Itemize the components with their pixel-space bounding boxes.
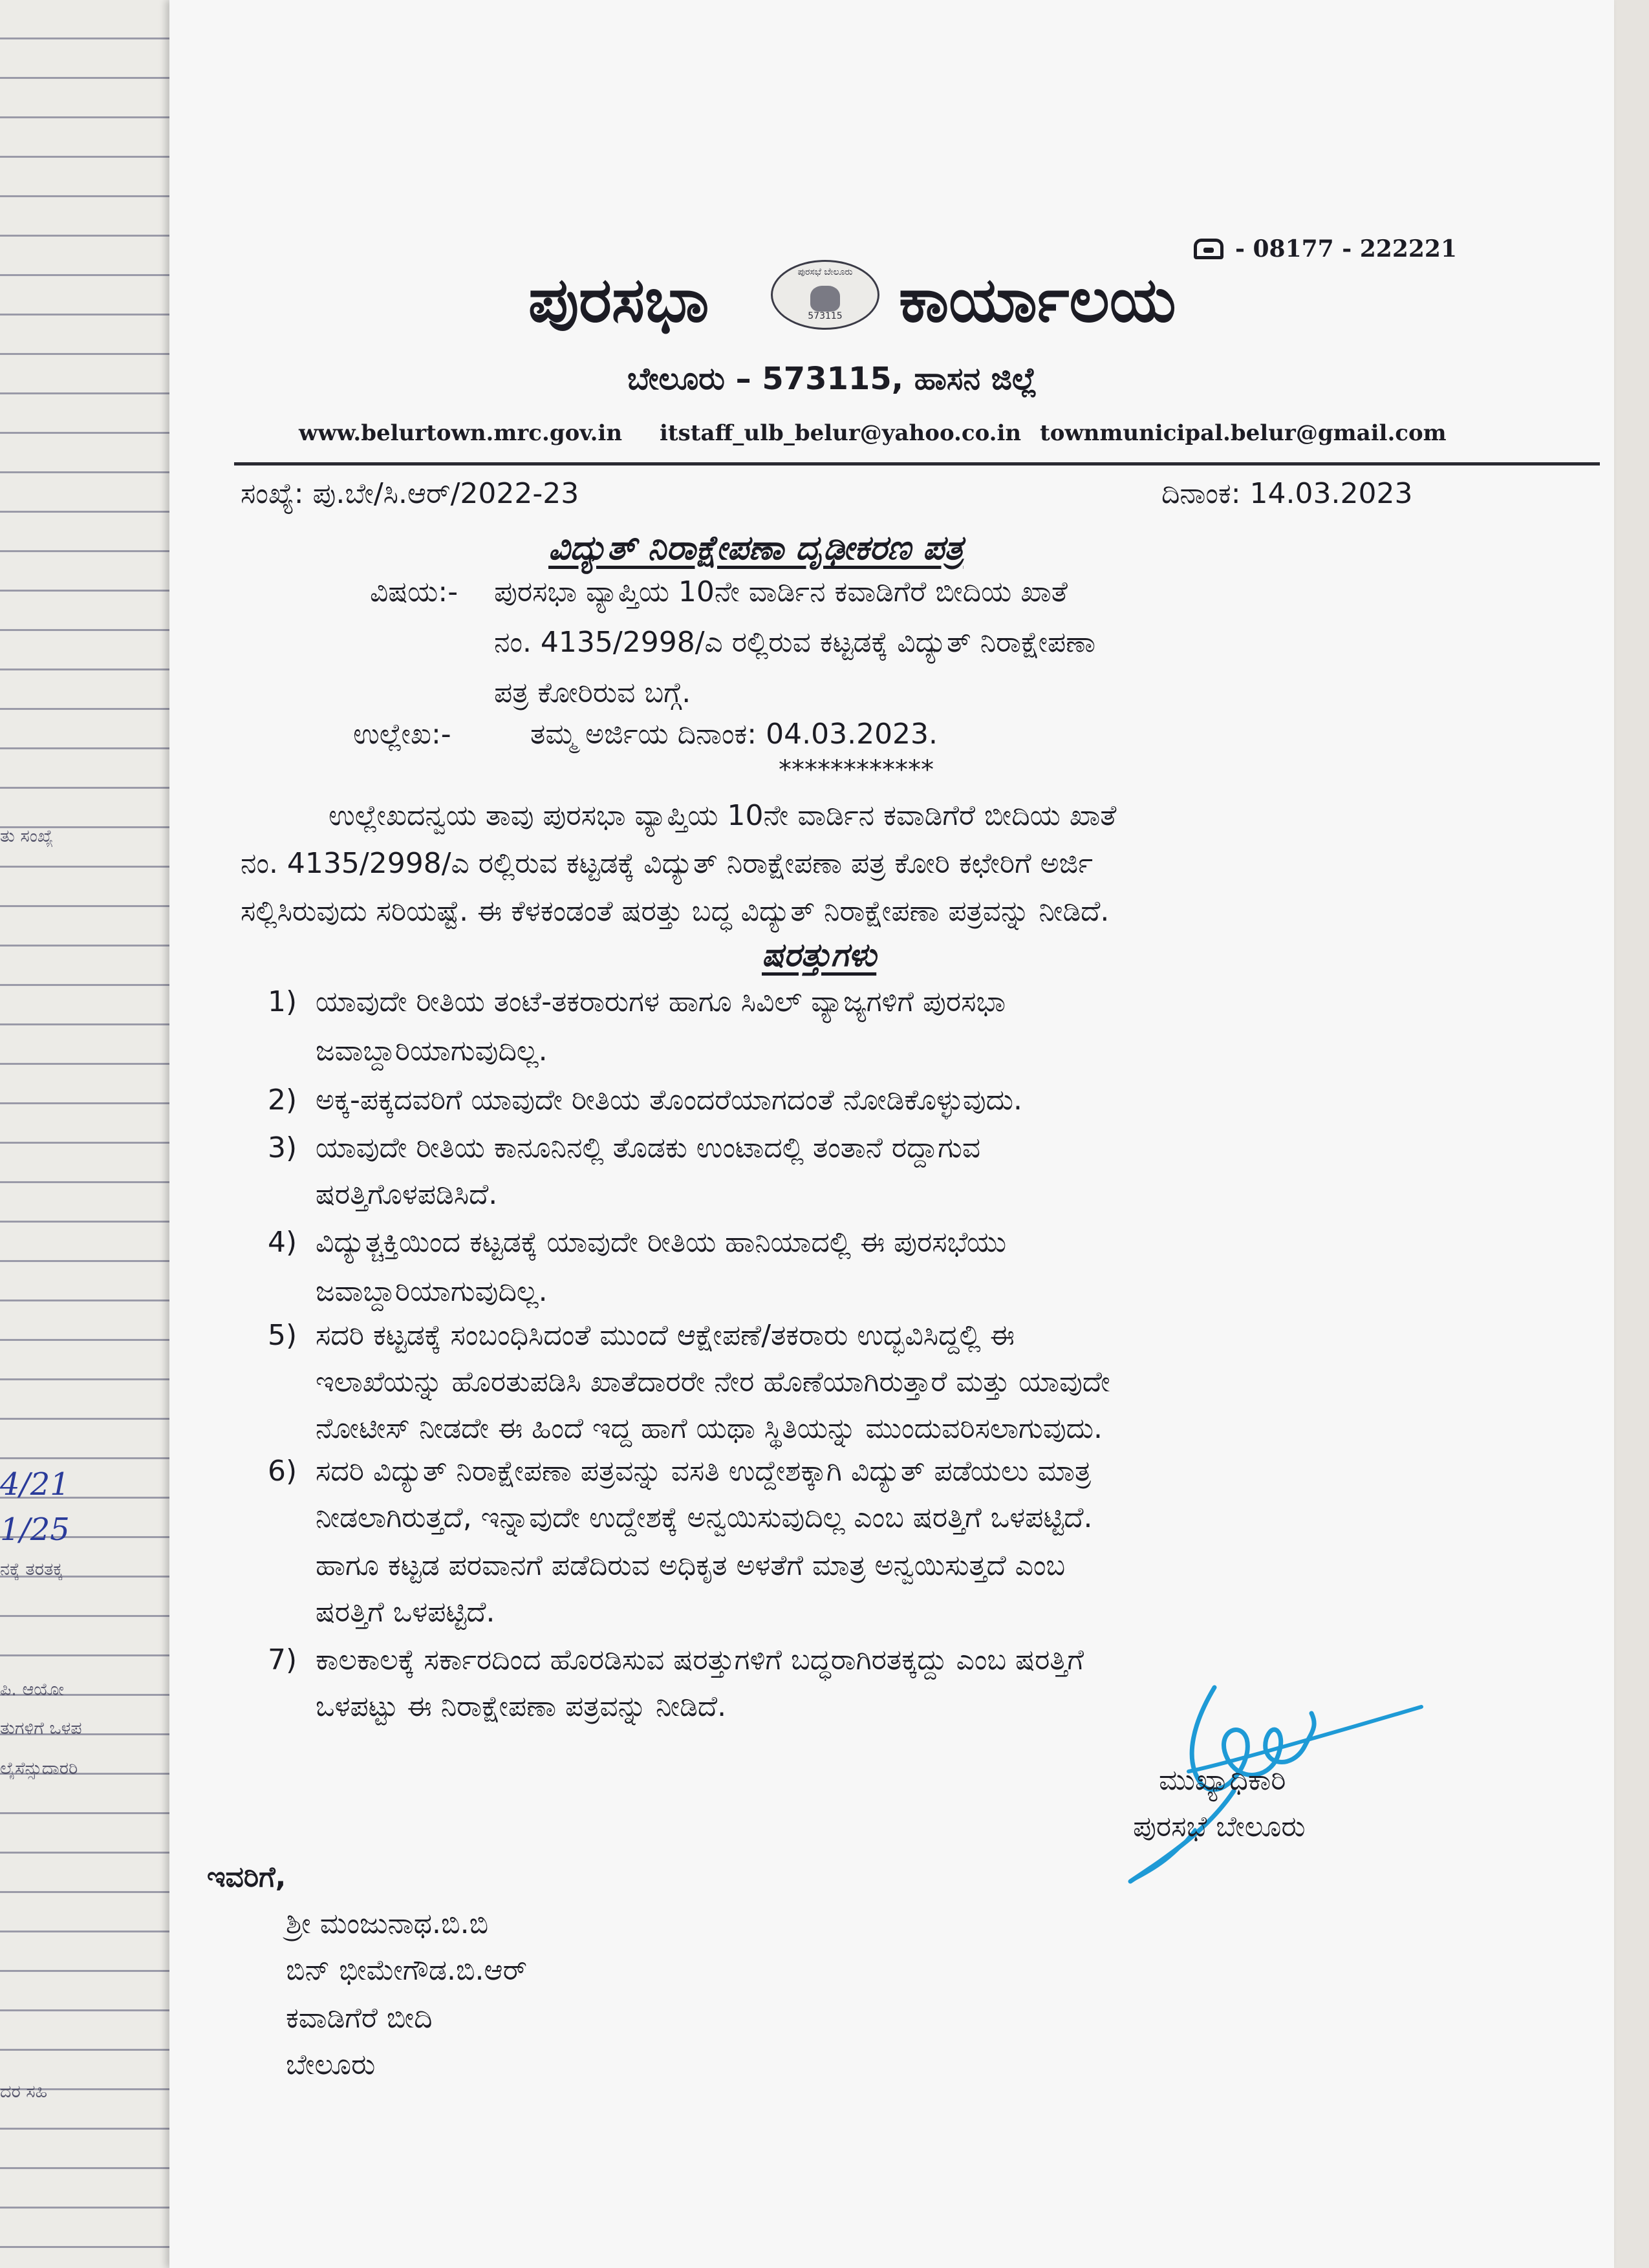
condition-number: 6) <box>268 1455 297 1488</box>
ledger-text: ದರ ಸಹಿ <box>0 2082 48 2102</box>
condition-line: ನೀಡಲಾಗಿರುತ್ತದೆ, ಇನ್ನಾವುದೇ ಉದ್ದೇಶಕ್ಕೆ ಅನ್ವಯಿಸುವುದಿಲ್ಲ ಎಂಬ ಷರತ್ತಿಗೆ ಒಳಪಟ್ಟಿದೆ. <box>316 1501 1093 1534</box>
condition-line: ಇಲಾಖೆಯನ್ನು ಹೊರತುಪಡಿಸಿ ಖಾತೆದಾರರೇ ನೇರ ಹೊಣೆಯಾಗಿರುತ್ತಾರೆ ಮತ್ತು ಯಾವುದೇ <box>316 1365 1110 1398</box>
municipal-seal <box>771 260 879 330</box>
office-name-right: ಕಾರ್ಯಾಲಯ <box>899 264 1176 336</box>
condition-number: 2) <box>268 1084 297 1117</box>
ledger-handwriting: 1/25 <box>0 1512 70 1548</box>
header-divider <box>234 462 1600 465</box>
condition-line: ವಿದ್ಯುತ್ಚಕ್ತಿಯಿಂದ ಕಟ್ಟಡಕ್ಕೆ ಯಾವುದೇ ರೀತಿಯ ಹಾನಿಯಾದಲ್ಲಿ ಈ ಪುರಸಭೆಯು <box>316 1226 1007 1259</box>
letter-page <box>169 0 1614 2268</box>
condition-line: ಹಾಗೂ ಕಟ್ಟಡ ಪರವಾನಗೆ ಪಡೆದಿರುವ ಅಧಿಕೃತ ಅಳತೆಗೆ ಮಾತ್ರ ಅನ್ವಯಿಸುತ್ತದೆ ಎಂಬ <box>316 1549 1066 1582</box>
condition-line: ಒಳಪಟ್ಟು ಈ ನಿರಾಕ್ಷೇಪಣಾ ಪತ್ರವನ್ನು ನೀಡಿದೆ. <box>316 1690 727 1723</box>
condition-number: 3) <box>268 1131 297 1164</box>
recipient-label: ಇವರಿಗೆ, <box>207 1861 286 1894</box>
body-paragraph-line: ನಂ. 4135/2998/ಎ ರಲ್ಲಿರುವ ಕಟ್ಟಡಕ್ಕೆ ವಿದ್ಯುತ್ ನಿರಾಕ್ಷೇಪಣಾ ಪತ್ರ ಕೋರಿ ಕಛೇರಿಗೆ ಅರ್ಜಿ <box>241 847 1093 880</box>
recipient-line: ಕವಾಡಿಗೆರೆ ಬೀದಿ <box>286 2002 433 2035</box>
letter-date: ದಿನಾಂಕ: 14.03.2023 <box>1161 477 1413 510</box>
condition-line: ಷರತ್ತಿಗೆ ಒಳಪಟ್ಟಿದೆ. <box>316 1596 495 1629</box>
ledger-handwriting: 4/21 <box>0 1466 70 1503</box>
telephone-icon <box>1194 239 1223 259</box>
reference-label: ಉಲ್ಲೇಖ:- <box>353 718 451 751</box>
condition-line: ಅಕ್ಕ-ಪಕ್ಕದವರಿಗೆ ಯಾವುದೇ ರೀತಿಯ ತೊಂದರೆಯಾಗದಂತೆ ನೋಡಿಕೊಳ್ಳುವುದು. <box>316 1084 1022 1117</box>
email-gmail: townmunicipal.belur@gmail.com <box>1040 420 1447 446</box>
recipient-line: ಬೇಲೂರು <box>286 2048 376 2081</box>
condition-line: ಜವಾಬ್ದಾರಿಯಾಗುವುದಿಲ್ಲ. <box>316 1034 548 1067</box>
condition-number: 1) <box>268 985 297 1018</box>
condition-number: 5) <box>268 1319 297 1352</box>
reference-text: ತಮ್ಮ ಅರ್ಜಿಯ ದಿನಾಂಕ: 04.03.2023. <box>530 718 938 751</box>
seal-text: ಪುರಸಭೆ ಬೇಲೂರು <box>797 267 853 277</box>
background-ledger-page <box>0 0 195 2268</box>
recipient-line: ಶ್ರೀ ಮಂಜುನಾಥ.ಬಿ.ಬಿ <box>286 1907 489 1940</box>
email-yahoo: itstaff_ulb_belur@yahoo.co.in <box>660 420 1022 446</box>
subject-line: ಪುರಸಭಾ ವ್ಯಾಪ್ತಿಯ 10ನೇ ವಾರ್ಡಿನ ಕವಾಡಿಗೆರೆ ಬೀದಿಯ ಖಾತೆ <box>494 575 1068 608</box>
condition-line: ಯಾವುದೇ ರೀತಿಯ ತಂಟೆ-ತಕರಾರುಗಳ ಹಾಗೂ ಸಿವಿಲ್ ವ್ಯಾಜ್ಯಗಳಿಗೆ ಪುರಸಭಾ <box>316 985 1006 1018</box>
condition-line: ಸದರಿ ವಿದ್ಯುತ್ ನಿರಾಕ್ಷೇಪಣಾ ಪತ್ರವನ್ನು ವಸತಿ ಉದ್ದೇಶಕ್ಕಾಗಿ ವಿದ್ಯುತ್ ಪಡೆಯಲು ಮಾತ್ರ <box>316 1455 1092 1488</box>
subject-line: ನಂ. 4135/2998/ಎ ರಲ್ಲಿರುವ ಕಟ್ಟಡಕ್ಕೆ ವಿದ್ಯುತ್ ನಿರಾಕ್ಷೇಪಣಾ <box>494 626 1096 659</box>
condition-number: 4) <box>268 1226 297 1259</box>
seal-emblem-icon <box>810 286 840 312</box>
condition-line: ಷರತ್ತಿಗೊಳಪಡಿಸಿದೆ. <box>316 1178 498 1211</box>
condition-number: 7) <box>268 1643 297 1676</box>
ledger-text: ನಕ್ಕೆ ತರತಕ್ಕ <box>0 1559 63 1579</box>
body-paragraph-line: ಉಲ್ಲೇಖದನ್ವಯ ತಾವು ಪುರಸಭಾ ವ್ಯಾಪ್ತಿಯ 10ನೇ ವಾರ್ಡಿನ ಕವಾಡಿಗೆರೆ ಬೀದಿಯ ಖಾತೆ <box>329 799 1117 832</box>
underlying-page-edge <box>1611 0 1649 2268</box>
ledger-text: ತುಗಳಿಗೆ ಒಳಪ <box>0 1718 82 1738</box>
seal-number: 573115 <box>808 311 843 321</box>
ledger-text: ಪಿ. ಆಯೋ <box>0 1680 64 1700</box>
phone-number: - 08177 - 222221 <box>1194 235 1457 262</box>
subject-label: ವಿಷಯ:- <box>370 575 458 608</box>
signatory-office: ಪುರಸಭೆ ಬೇಲೂರು <box>1133 1810 1306 1843</box>
signatory-designation: ಮುಖ್ಯಾಧಿಕಾರಿ <box>1159 1764 1286 1797</box>
condition-line: ಜವಾಬ್ದಾರಿಯಾಗುವುದಿಲ್ಲ. <box>316 1275 548 1308</box>
separator: ************ <box>779 755 934 785</box>
conditions-heading: ಷರತ್ತುಗಳು <box>762 936 877 974</box>
condition-line: ಕಾಲಕಾಲಕ್ಕೆ ಸರ್ಕಾರದಿಂದ ಹೊರಡಿಸುವ ಷರತ್ತುಗಳಿಗೆ ಬದ್ಧರಾಗಿರತಕ್ಕದ್ದು ಎಂಬ ಷರತ್ತಿಗೆ <box>316 1643 1084 1676</box>
condition-line: ಯಾವುದೇ ರೀತಿಯ ಕಾನೂನಿನಲ್ಲಿ ತೊಡಕು ಉಂಟಾದಲ್ಲಿ ತಂತಾನೆ ರದ್ದಾಗುವ <box>316 1131 981 1164</box>
subject-line: ಪತ್ರ ಕೋರಿರುವ ಬಗ್ಗೆ. <box>494 676 691 709</box>
reference-number: ಸಂಖ್ಯೆ: ಪು.ಬೇ/ಸಿ.ಆರ್/2022-23 <box>241 477 579 510</box>
ledger-text: ತು ಸಂಖ್ಯೆ <box>0 826 54 846</box>
condition-line: ಸದರಿ ಕಟ್ಟಡಕ್ಕೆ ಸಂಬಂಧಿಸಿದಂತೆ ಮುಂದೆ ಆಕ್ಷೇಪಣೆ/ತಕರಾರು ಉದ್ಭವಿಸಿದ್ದಲ್ಲಿ ಈ <box>316 1319 1015 1352</box>
ledger-text: ಲೈಸೆನ್ಸುದಾರರಿ <box>0 1759 78 1779</box>
letter-title: ವಿದ್ಯುತ್ ನಿರಾಕ್ಷೇಪಣಾ ದೃಢೀಕರಣ ಪತ್ರ <box>548 529 964 568</box>
condition-line: ನೋಟೀಸ್ ನೀಡದೇ ಈ ಹಿಂದೆ ಇದ್ದ ಹಾಗೆ ಯಥಾ ಸ್ಥಿತಿಯನ್ನು ಮುಂದುವರಿಸಲಾಗುವುದು. <box>316 1412 1103 1445</box>
website: www.belurtown.mrc.gov.in <box>299 420 623 446</box>
office-name-left: ಪುರಸಭಾ <box>528 264 709 336</box>
recipient-line: ಬಿನ್ ಭೀಮೇಗೌಡ.ಬಿ.ಆರ್ <box>286 1954 528 1987</box>
body-paragraph-line: ಸಲ್ಲಿಸಿರುವುದು ಸರಿಯಷ್ಟೆ. ಈ ಕೆಳಕಂಡಂತೆ ಷರತ್ತು ಬದ್ಧ ವಿದ್ಯುತ್ ನಿರಾಕ್ಷೇಪಣಾ ಪತ್ರವನ್ನು ನೀಡಿದೆ. <box>241 895 1110 928</box>
office-address: ಬೇಲೂರು – 573115, ಹಾಸನ ಜಿಲ್ಲೆ <box>627 361 1037 397</box>
